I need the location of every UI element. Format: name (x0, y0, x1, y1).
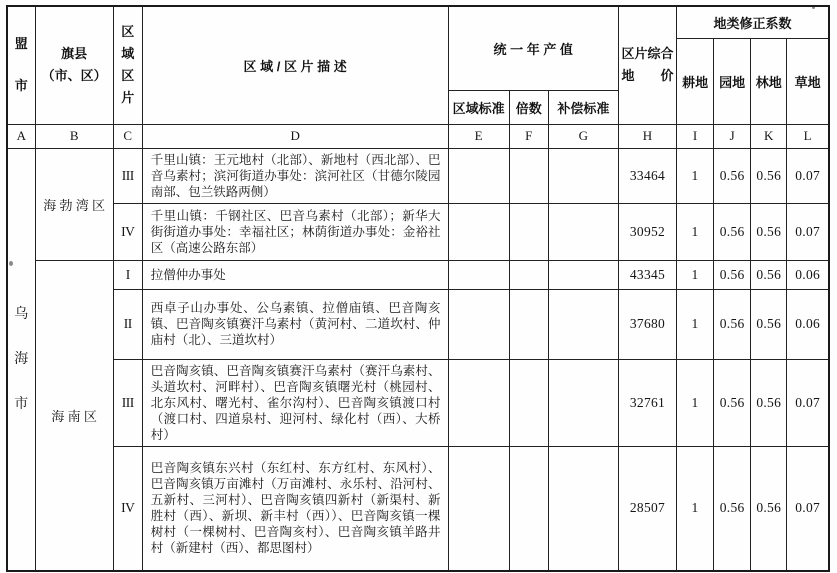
header-farmland: 耕地 (677, 38, 714, 124)
header-forest: 林地 (751, 38, 787, 124)
table-row (7, 289, 829, 359)
column-letter: F (509, 124, 548, 148)
forest-coef-cell: 0.56 (751, 203, 787, 260)
price-cell: 32761 (618, 359, 676, 446)
forest-coef-cell: 0.56 (751, 260, 787, 289)
price-cell: 30952 (618, 203, 676, 260)
area-standard-cell (448, 148, 509, 203)
garden-coef-cell: 0.56 (714, 359, 751, 446)
header-compensation-standard: 补偿标准 (548, 90, 618, 124)
league-city-cell (7, 148, 35, 571)
district-cell-hainan: 海 南 区 (35, 260, 113, 571)
description-cell: 千里山镇：王元地村（北部）、新地村（西北部）、巴音乌素村；滨河街道办事处：滨河社区（甘德尔陵园南部、包兰铁路两侧） (142, 148, 448, 203)
header-comprehensive-price (618, 6, 676, 124)
header-county (35, 6, 113, 124)
farmland-coef-cell: 1 (677, 289, 714, 359)
grassland-coef-cell: 0.06 (787, 289, 829, 359)
header-land-type-correction: 地类修正系数 (677, 6, 829, 38)
description-cell: 巴音陶亥镇、巴音陶亥镇赛汗乌素村（赛汗乌素村、头道坎村、河畔村）、巴音陶亥镇曙光村（桃园村、北东风村、曙光村、雀尔沟村）、巴音陶亥镇渡口村（渡口村、四道泉村、迎河村、绿化村（西）、大桥村） (142, 359, 448, 446)
multiple-cell (509, 359, 548, 446)
compensation-standard-cell (548, 446, 618, 571)
column-letter: J (714, 124, 751, 148)
multiple-cell (509, 203, 548, 260)
area-standard-cell (448, 446, 509, 571)
forest-coef-cell: 0.56 (751, 148, 787, 203)
table-row (7, 446, 829, 571)
district-cell-haibowan: 海 勃 湾 区 (35, 148, 113, 260)
description-cell: 西卓子山办事处、公乌素镇、拉僧庙镇、巴音陶亥镇、巴音陶亥镇赛汗乌素村（黄河村、二道坎村、仲庙村（北）、三道坎村） (142, 289, 448, 359)
compensation-standard-cell (548, 260, 618, 289)
column-letter: B (35, 124, 113, 148)
table-row (7, 359, 829, 446)
column-letter: A (7, 124, 35, 148)
zone-cell: I (113, 260, 142, 289)
garden-coef-cell: 0.56 (714, 289, 751, 359)
price-cell: 37680 (618, 289, 676, 359)
column-letter: K (751, 124, 787, 148)
zone-cell: IV (113, 446, 142, 571)
header-grassland: 草地 (787, 38, 829, 124)
compensation-standard-cell (548, 289, 618, 359)
table-row (7, 203, 829, 260)
column-letter-row (7, 124, 829, 148)
farmland-coef-cell: 1 (677, 148, 714, 203)
header-unified-annual-value: 统 一 年 产 值 (448, 6, 618, 90)
area-standard-cell (448, 260, 509, 289)
header-comprehensive-price-line1: 区片综合 (621, 46, 674, 62)
multiple-cell (509, 148, 548, 203)
zone-cell: II (113, 289, 142, 359)
grassland-coef-cell: 0.07 (787, 203, 829, 260)
zone-cell: III (113, 359, 142, 446)
compensation-standard-cell (548, 359, 618, 446)
description-cell: 拉僧仲办事处 (142, 260, 448, 289)
area-standard-cell (448, 359, 509, 446)
farmland-coef-cell: 1 (677, 446, 714, 571)
header-league-city-label: 盟市 (14, 36, 28, 94)
farmland-coef-cell: 1 (677, 203, 714, 260)
header-area-standard: 区域标准 (448, 90, 509, 124)
header-county-line1: 旗县 (61, 46, 88, 62)
description-cell: 巴音陶亥镇东兴村（东红村、东方红村、东风村）、巴音陶亥镇万亩滩村（万亩滩村、永乐村、沿河村、五新村、三河村）、巴音陶亥镇四新村（新渠村、新胜村（西）、新坝、新丰村（西））、巴音陶亥镇一棵树村（一棵树村、巴音陶亥村）、巴音陶亥镇羊路井村（新建村（西）、都思图村） (142, 446, 448, 571)
zone-cell: III (113, 148, 142, 203)
column-letter: H (618, 124, 676, 148)
compensation-standard-cell (548, 203, 618, 260)
zone-cell: IV (113, 203, 142, 260)
forest-coef-cell: 0.56 (751, 289, 787, 359)
header-description: 区 域 / 区 片 描 述 (142, 6, 448, 124)
price-cell: 33464 (618, 148, 676, 203)
column-letter: C (113, 124, 142, 148)
compensation-standard-cell (548, 148, 618, 203)
garden-coef-cell: 0.56 (714, 148, 751, 203)
garden-coef-cell: 0.56 (714, 446, 751, 571)
header-league-city (7, 6, 35, 124)
price-cell: 28507 (618, 446, 676, 571)
grassland-coef-cell: 0.07 (787, 148, 829, 203)
header-multiple: 倍数 (509, 90, 548, 124)
garden-coef-cell: 0.56 (714, 203, 751, 260)
column-letter: E (448, 124, 509, 148)
header-comprehensive-price-line2: 地 价 (621, 68, 674, 84)
grassland-coef-cell: 0.07 (787, 446, 829, 571)
table-row (7, 148, 829, 203)
multiple-cell (509, 289, 548, 359)
forest-coef-cell: 0.56 (751, 359, 787, 446)
area-standard-cell (448, 203, 509, 260)
farmland-coef-cell: 1 (677, 260, 714, 289)
price-cell: 43345 (618, 260, 676, 289)
area-standard-cell (448, 289, 509, 359)
table-row (7, 260, 829, 289)
multiple-cell (509, 260, 548, 289)
header-zone-area-label: 区域区片 (121, 24, 135, 106)
header-zone-area (113, 6, 142, 124)
description-cell: 千里山镇：千钢社区、巴音乌素村（北部）；新华大街街道办事处：幸福社区；林荫街道办事处：金裕社区（高速公路东部） (142, 203, 448, 260)
column-letter: D (142, 124, 448, 148)
land-price-table (6, 5, 830, 572)
multiple-cell (509, 446, 548, 571)
league-city-value: 乌海市 (14, 306, 29, 412)
grassland-coef-cell: 0.07 (787, 359, 829, 446)
farmland-coef-cell: 1 (677, 359, 714, 446)
header-garden: 园地 (714, 38, 751, 124)
column-letter: I (677, 124, 714, 148)
column-letter: L (787, 124, 829, 148)
header-county-line2: （市、区） (41, 68, 107, 84)
forest-coef-cell: 0.56 (751, 446, 787, 571)
column-letter: G (548, 124, 618, 148)
garden-coef-cell: 0.56 (714, 260, 751, 289)
grassland-coef-cell: 0.06 (787, 260, 829, 289)
